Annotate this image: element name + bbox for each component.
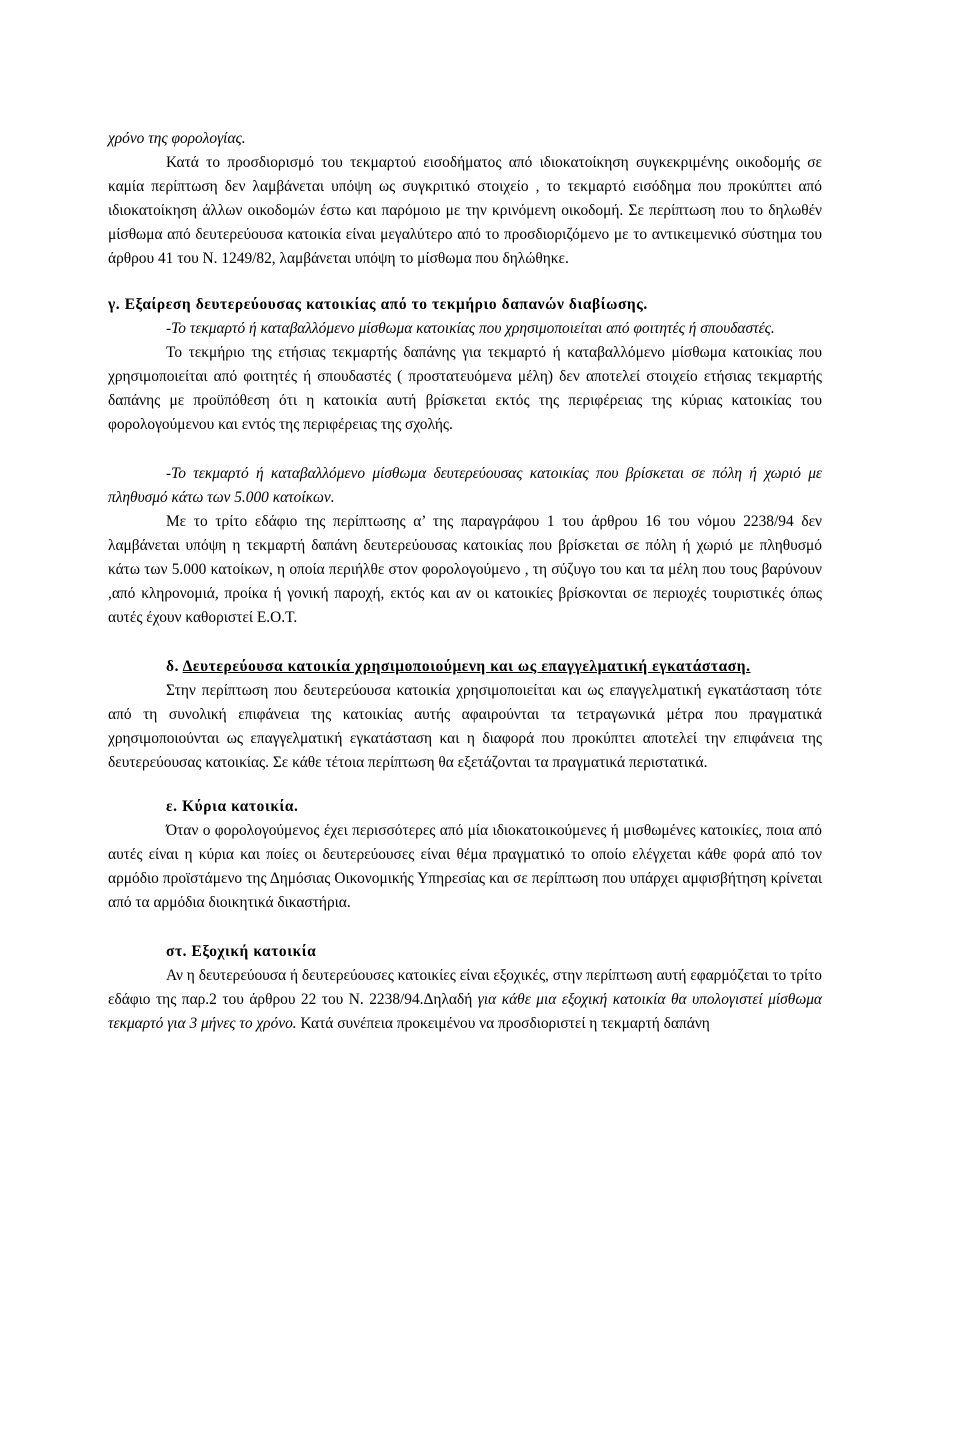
paragraph-students: Το τεκμήριο της ετήσιας τεκμαρτής δαπάνης για τεκμαρτό ή καταβαλλόμενο μίσθωμα κατοικίας που χρησιμοποιείται από φοιτητές ή σπουδαστές ( προστατευόμενα μέλη) δεν αποτελεί στοιχείο ετήσιας τεκμαρτής δαπάνης με προϋπόθεση ότι η κατοικία αυτή βρίσκεται εκτός της περιφέρειας της κύριας κατοικίας του φορολογούμενου και εντός της περιφέρειας της σχολής. <box>108 344 822 433</box>
subheading-small-town: -Το τεκμαρτό ή καταβαλλόμενο μίσθωμα δευτερεύουσας κατοικίας που βρίσκεται σε πόλη ή χωριό με πληθυσμό κάτω των 5.000 κατοίκων. <box>108 465 822 506</box>
heading-professional-use-prefix: δ. <box>166 658 183 675</box>
subheading-students: -Το τεκμαρτό ή καταβαλλόμενο μίσθωμα κατοικίας που χρησιμοποιείται από φοιτητές ή σπουδαστές. <box>166 320 775 337</box>
heading-main-residence: ε. Κύρια κατοικία. <box>166 798 299 815</box>
heading-professional-use-title: Δευτερεύουσα κατοικία χρησιμοποιούμενη και ως επαγγελματική εγκατάσταση. <box>182 658 751 675</box>
continuation-line: χρόνο της φορολογίας. <box>108 130 246 147</box>
heading-holiday-home: στ. Εξοχική κατοικία <box>166 943 317 960</box>
paragraph-professional-use: Στην περίπτωση που δευτερεύουσα κατοικία χρησιμοποιείται και ως επαγγελματική εγκατάσταση τότε από τη συνολική επιφάνεια της κατοικίας αυτής αφαιρούνται τα τετραγωνικά μέτρα που πραγματικά χρησιμοποιούνται ως επαγγελματική εγκατάσταση και η διαφορά που προκύπτει αποτελεί την επιφάνεια της δευτερεύουσας κατοικίας. Σε κάθε τέτοια περίπτωση θα εξετάζονται τα πραγματικά περιστατικά. <box>108 682 822 771</box>
heading-exception: γ. Εξαίρεση δευτερεύουσας κατοικίας από το τεκμήριο δαπανών διαβίωσης. <box>108 296 648 313</box>
holiday-home-tail: Κατά συνέπεια προκειμένου να προσδιοριστεί η τεκμαρτή δαπάνη <box>296 1015 710 1032</box>
paragraph-imputed-income: Κατά το προσδιορισμό του τεκμαρτού εισοδήματος από ιδιοκατοίκηση συγκεκριμένης οικοδομής σε καμία περίπτωση δεν λαμβάνεται υπόψη ως συγκριτικό στοιχείο , το τεκμαρτό εισόδημα που προκύπτει από ιδιοκατοίκηση άλλων οικοδομών έστω και παρόμοιο με την κρινόμενη οικοδομή. Σε περίπτωση που το δηλωθέν μίσθωμα από δευτερεύουσα κατοικία είναι μεγαλύτερο από το προσδιοριζόμενο με το αντικειμενικό σύστημα του άρθρου 41 του Ν. 1249/82, λαμβάνεται υπόψη το μίσθωμα που δηλώθηκε. <box>108 154 822 267</box>
holiday-home-italic: για κάθε μια εξοχική κατοικία θα υπολογιστεί μίσθωμα τεκμαρτό για 3 μήνες το χρόνο. <box>108 991 823 1032</box>
paragraph-small-town: Με το τρίτο εδάφιο της περίπτωσης α’ της παραγράφου 1 του άρθρου 16 του νόμου 2238/94 δεν λαμβάνεται υπόψη η τεκμαρτή δαπάνη δευτερεύουσας κατοικίας που βρίσκεται σε πόλη ή χωριό με πληθυσμό κάτω των 5.000 κατοίκων, η οποία περιήλθε στον φορολογούμενο , τη σύζυγο του και τα μέλη που τους βαρύνουν ,από κληρονομιά, προίκα ή γονική παροχή, εκτός και αν οι κατοικίες βρίσκονται σε περιοχές τουριστικές όπως αυτές έχουν καθοριστεί Ε.Ο.Τ. <box>108 513 822 626</box>
holiday-home-text: Αν η δευτερεύουσα ή δευτερεύουσες κατοικίες είναι εξοχικές, στην περίπτωση αυτή εφαρμόζεται το τρίτο εδάφιο της παρ.2 του άρθρου 22 του Ν. 2238/94.Δηλαδή <box>108 967 822 1008</box>
heading-professional-use <box>108 655 822 679</box>
paragraph-holiday-home <box>108 964 822 1036</box>
paragraph-main-residence: Όταν ο φορολογούμενος έχει περισσότερες από μία ιδιοκατοικούμενες ή μισθωμένες κατοικίες, ποια από αυτές είναι η κύρια και ποίες οι δευτερεύουσες είναι θέμα πραγματικό το οποίο ελέγχεται κάθε φορά από τον αρμόδιο προϊστάμενο της Δημόσιας Οικονομικής Υπηρεσίας και σε περίπτωση που υπάρχει αμφισβήτηση κρίνεται από τα αρμόδια διοικητικά δικαστήρια. <box>108 822 822 911</box>
